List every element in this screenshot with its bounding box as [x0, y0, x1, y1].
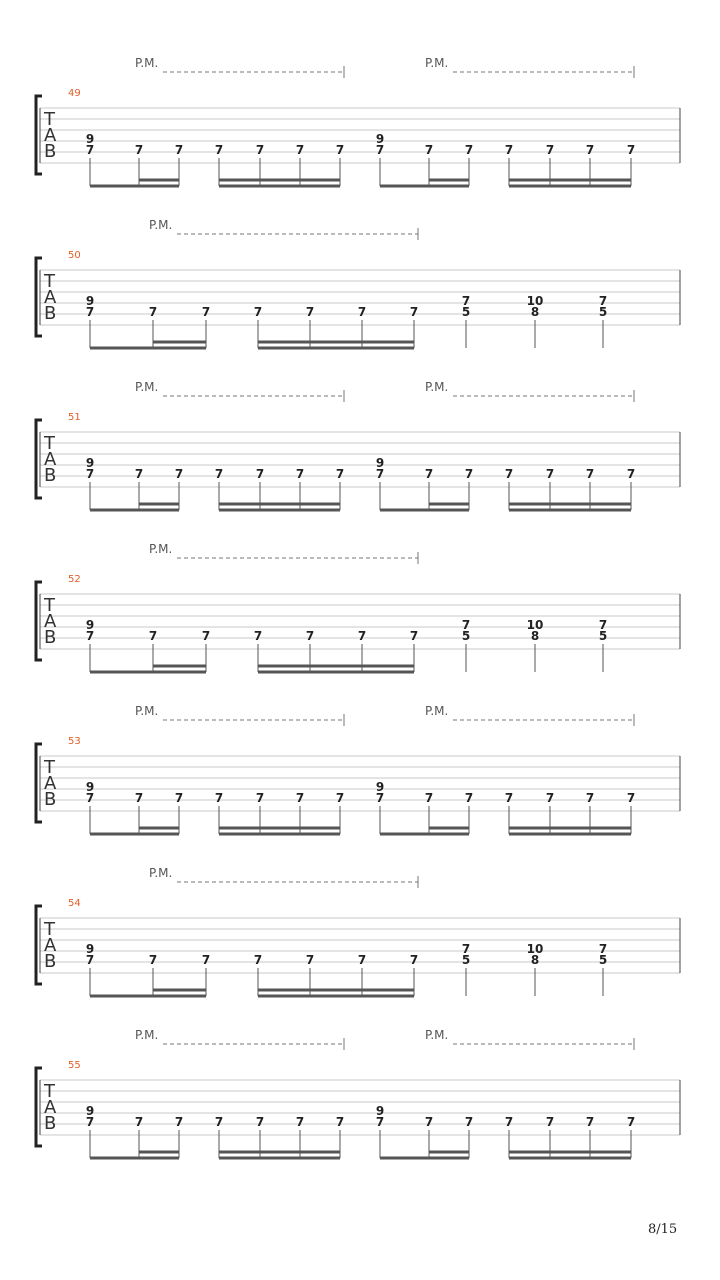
fret-number: 7: [585, 467, 595, 481]
fret-number: 7: [545, 467, 555, 481]
fret-number: 7: [545, 143, 555, 157]
fret-number: 7: [409, 953, 419, 967]
palm-mute-label: P.M.: [135, 704, 159, 718]
fret-number: 7: [253, 953, 263, 967]
page-number: 8/15: [648, 1222, 678, 1237]
fret-number: 7: [585, 1115, 595, 1129]
fret-number: 7: [134, 467, 144, 481]
fret-number: 8: [530, 305, 540, 319]
palm-mute-label: P.M.: [425, 56, 449, 70]
fret-number: 7: [464, 467, 474, 481]
fret-number: 9: [375, 780, 385, 794]
fret-number: 7: [461, 294, 471, 308]
fret-number: 10: [526, 618, 544, 632]
fret-number: 7: [461, 942, 471, 956]
fret-number: 9: [85, 618, 95, 632]
fret-number: 7: [424, 467, 434, 481]
fret-number: 7: [255, 143, 265, 157]
fret-number: 7: [409, 629, 419, 643]
fret-number: 7: [375, 467, 385, 481]
fret-number: 7: [85, 953, 95, 967]
palm-mute-label: P.M.: [135, 56, 159, 70]
fret-number: 5: [461, 305, 471, 319]
fret-number: 7: [295, 143, 305, 157]
fret-number: 7: [253, 629, 263, 643]
tab-clef-letter: A: [44, 773, 57, 794]
fret-number: 7: [295, 467, 305, 481]
tab-clef-letter: T: [44, 109, 55, 130]
fret-number: 7: [357, 305, 367, 319]
fret-number: 7: [598, 942, 608, 956]
fret-number: 5: [598, 953, 608, 967]
fret-number: 7: [201, 629, 211, 643]
fret-number: 9: [85, 294, 95, 308]
fret-number: 5: [598, 305, 608, 319]
measure-number: 53: [68, 736, 81, 747]
fret-number: 7: [305, 629, 315, 643]
fret-number: 10: [526, 942, 544, 956]
measure-number: 49: [68, 88, 81, 99]
fret-number: 7: [626, 791, 636, 805]
fret-number: 7: [255, 467, 265, 481]
fret-number: 7: [255, 1115, 265, 1129]
tab-clef-letter: A: [44, 935, 57, 956]
tab-clef-letter: B: [44, 303, 57, 324]
fret-number: 7: [85, 1115, 95, 1129]
tab-clef-letter: A: [44, 449, 57, 470]
tab-clef-letter: T: [44, 757, 55, 778]
fret-number: 7: [255, 791, 265, 805]
fret-number: 7: [424, 791, 434, 805]
fret-number: 5: [598, 629, 608, 643]
fret-number: 7: [424, 143, 434, 157]
fret-number: 7: [305, 953, 315, 967]
tab-clef-letter: B: [44, 1113, 57, 1134]
palm-mute-label: P.M.: [425, 704, 449, 718]
tab-clef-letter: A: [44, 287, 57, 308]
fret-number: 7: [174, 791, 184, 805]
palm-mute-label: P.M.: [149, 866, 173, 880]
tab-clef-letter: T: [44, 433, 55, 454]
tab-clef-letter: B: [44, 465, 57, 486]
fret-number: 5: [461, 953, 471, 967]
fret-number: 7: [295, 791, 305, 805]
fret-number: 7: [85, 791, 95, 805]
fret-number: 7: [148, 953, 158, 967]
fret-number: 7: [148, 305, 158, 319]
fret-number: 7: [504, 1115, 514, 1129]
fret-number: 7: [357, 629, 367, 643]
tab-clef-letter: T: [44, 919, 55, 940]
fret-number: 7: [504, 791, 514, 805]
fret-number: 7: [375, 1115, 385, 1129]
fret-number: 7: [85, 467, 95, 481]
fret-number: 7: [305, 305, 315, 319]
fret-number: 7: [134, 791, 144, 805]
tab-clef-letter: T: [44, 1081, 55, 1102]
fret-number: 9: [85, 942, 95, 956]
measure-number: 51: [68, 412, 81, 423]
fret-number: 9: [85, 132, 95, 146]
fret-number: 7: [85, 629, 95, 643]
fret-number: 8: [530, 953, 540, 967]
fret-number: 7: [464, 143, 474, 157]
fret-number: 7: [335, 791, 345, 805]
fret-number: 7: [214, 1115, 224, 1129]
tab-clef-letter: A: [44, 125, 57, 146]
fret-number: 7: [201, 953, 211, 967]
fret-number: 9: [85, 456, 95, 470]
palm-mute-label: P.M.: [149, 542, 173, 556]
tab-clef-letter: A: [44, 611, 57, 632]
fret-number: 7: [357, 953, 367, 967]
fret-number: 7: [214, 791, 224, 805]
fret-number: 7: [504, 143, 514, 157]
tab-clef-letter: B: [44, 951, 57, 972]
fret-number: 7: [85, 305, 95, 319]
measure-number: 52: [68, 574, 81, 585]
fret-number: 7: [134, 1115, 144, 1129]
fret-number: 7: [201, 305, 211, 319]
fret-number: 7: [504, 467, 514, 481]
fret-number: 7: [214, 143, 224, 157]
fret-number: 7: [545, 791, 555, 805]
palm-mute-label: P.M.: [425, 380, 449, 394]
palm-mute-label: P.M.: [135, 1028, 159, 1042]
fret-number: 7: [375, 791, 385, 805]
fret-number: 7: [335, 467, 345, 481]
measure-number: 54: [68, 898, 81, 909]
fret-number: 9: [375, 456, 385, 470]
fret-number: 7: [464, 1115, 474, 1129]
tab-clef-letter: T: [44, 271, 55, 292]
fret-number: 7: [626, 467, 636, 481]
fret-number: 9: [375, 1104, 385, 1118]
fret-number: 7: [148, 629, 158, 643]
tab-clef-letter: B: [44, 789, 57, 810]
tab-clef-letter: A: [44, 1097, 57, 1118]
fret-number: 7: [598, 294, 608, 308]
fret-number: 7: [545, 1115, 555, 1129]
fret-number: 7: [253, 305, 263, 319]
fret-number: 7: [424, 1115, 434, 1129]
fret-number: 7: [295, 1115, 305, 1129]
tab-clef-letter: B: [44, 627, 57, 648]
fret-number: 7: [461, 618, 471, 632]
fret-number: 9: [85, 1104, 95, 1118]
fret-number: 7: [409, 305, 419, 319]
fret-number: 9: [375, 132, 385, 146]
palm-mute-label: P.M.: [425, 1028, 449, 1042]
fret-number: 7: [626, 1115, 636, 1129]
fret-number: 7: [335, 143, 345, 157]
tab-clef-letter: T: [44, 595, 55, 616]
measure-number: 55: [68, 1060, 81, 1071]
fret-number: 5: [461, 629, 471, 643]
fret-number: 8: [530, 629, 540, 643]
fret-number: 9: [85, 780, 95, 794]
measure-number: 50: [68, 250, 81, 261]
fret-number: 7: [174, 1115, 184, 1129]
fret-number: 7: [174, 467, 184, 481]
fret-number: 7: [335, 1115, 345, 1129]
fret-number: 7: [375, 143, 385, 157]
fret-number: 7: [214, 467, 224, 481]
palm-mute-label: P.M.: [135, 380, 159, 394]
fret-number: 7: [464, 791, 474, 805]
tab-clef-letter: B: [44, 141, 57, 162]
fret-number: 7: [85, 143, 95, 157]
fret-number: 10: [526, 294, 544, 308]
fret-number: 7: [585, 143, 595, 157]
fret-number: 7: [598, 618, 608, 632]
fret-number: 7: [585, 791, 595, 805]
fret-number: 7: [134, 143, 144, 157]
fret-number: 7: [626, 143, 636, 157]
palm-mute-label: P.M.: [149, 218, 173, 232]
fret-number: 7: [174, 143, 184, 157]
